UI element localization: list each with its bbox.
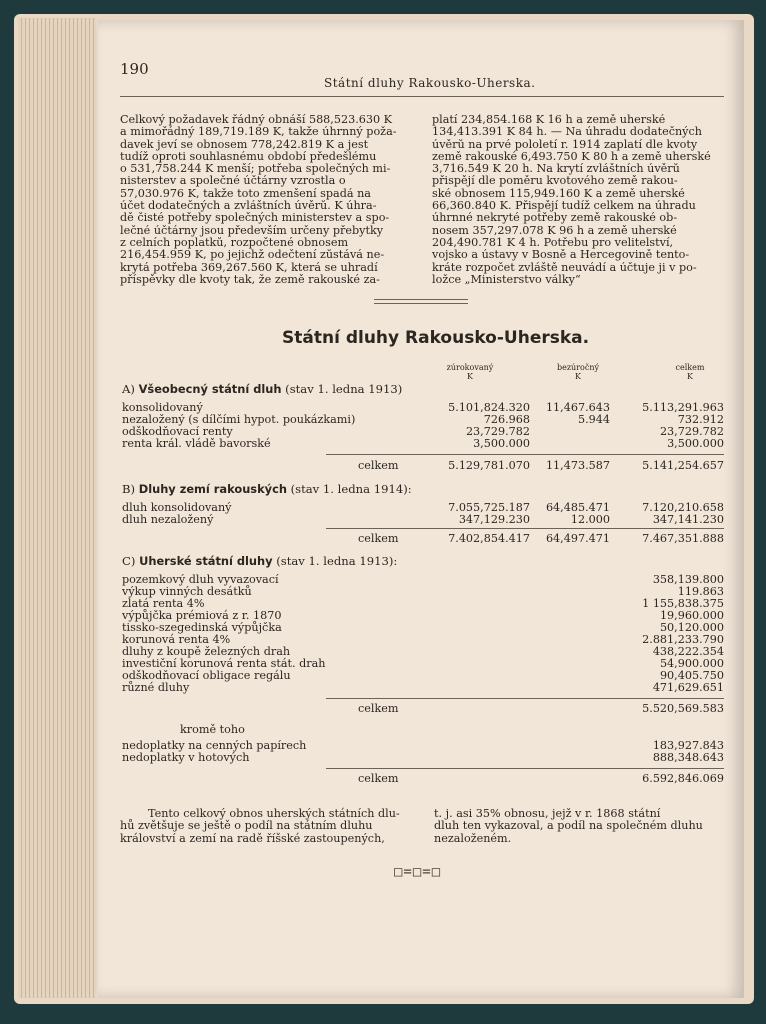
text-line: dě čisté potřeby společných ministerstev a spo- xyxy=(120,212,390,225)
value-total: 183,927.843 xyxy=(652,739,724,752)
table-row xyxy=(122,437,726,449)
table-row xyxy=(122,513,726,525)
book-page xyxy=(98,20,744,998)
sum-rule xyxy=(326,698,724,699)
row-label: různé dluhy xyxy=(122,681,190,694)
sum-rule xyxy=(326,454,724,455)
text-line: 134,413.391 K 84 h. — Na úhradu dodatečných xyxy=(432,126,702,139)
row-label: renta král. vládě bavorské xyxy=(122,437,271,450)
column-header-label: zúrokovaný xyxy=(446,363,494,372)
value-interest-free: 12.000 xyxy=(570,513,610,526)
row-label: dluh konsolidovaný xyxy=(122,501,232,514)
row-label: výkup vinných desátků xyxy=(122,585,252,598)
total-value: 7.467,351.888 xyxy=(642,532,724,545)
section-title: Uherské státní dluhy xyxy=(139,554,273,568)
row-label: pozemkový dluh vyvazovací xyxy=(122,573,279,586)
section-title: Dluhy zemí rakouských xyxy=(138,482,287,496)
text-line: země rakouské 6,493.750 K 80 h a země uherské xyxy=(432,150,711,163)
text-line: krytá potřeba 369,267.560 K, která se uhradí xyxy=(120,261,378,274)
table-row xyxy=(122,645,726,657)
text-line: a mimořádný 189,719.189 K, takže úhrnný poža- xyxy=(120,126,397,139)
sum-rule xyxy=(326,768,724,769)
page-number: 190 xyxy=(120,60,149,78)
besides-label: kromě toho xyxy=(180,723,245,736)
row-label: nedoplatky na cenných papírech xyxy=(122,739,307,752)
text-line: 66,360.840 K. Přispějí tudíž celkem na úhradu xyxy=(432,200,696,213)
total-interest-free: 64,497.471 xyxy=(545,532,610,545)
text-line: Celkový požadavek řádný obnáší 588,523.630 K xyxy=(120,114,393,126)
total-row xyxy=(122,532,726,544)
text-line: 3,716.549 K 20 h. Na krytí zvláštních úvěrů xyxy=(432,163,680,176)
text-line: 57,030.976 K, takže toto zmenšení spadá na xyxy=(120,187,371,200)
table-row xyxy=(122,597,726,609)
text-line: úhrnné nekryté potřeby země rakouské ob- xyxy=(432,212,678,225)
total-interest: 5.129,781.070 xyxy=(448,459,530,472)
total-interest-free: 11,473.587 xyxy=(545,459,610,472)
text-line: platí 234,854.168 K 16 h a země uherské xyxy=(432,114,666,126)
row-label: dluhy z koupě železných drah xyxy=(122,645,291,658)
value-interest: 7.055,725.187 xyxy=(448,501,530,514)
text-line: nisterstev a společné účtárny vzrostla o xyxy=(120,175,346,188)
value-interest: 23,729.782 xyxy=(465,425,530,438)
total-interest: 7.402,854.417 xyxy=(448,532,530,545)
section-prefix: A) xyxy=(122,382,135,396)
value-total: 471,629.651 xyxy=(652,681,724,694)
text-line: o 531,758.244 K menší; potřeba společných mi- xyxy=(120,163,391,176)
text-line: účet dodatečných a zvláštních úvěrů. K úhra- xyxy=(120,200,377,213)
text-line: 216,454.959 K, po jejichž odečtení zůstává ne- xyxy=(120,249,385,262)
text-line: lečné účtárny jsou především určeny přebytky xyxy=(120,224,384,237)
text-line: Tento celkový obnos uherských státních dlu- xyxy=(148,807,400,820)
total-label: celkem xyxy=(358,772,399,785)
value-total: 347,141.230 xyxy=(652,513,724,526)
text-line: tudíž oproti souhlasnému období předešlému xyxy=(120,150,377,163)
text-line: přispějí dle poměru kvotového země rakou- xyxy=(432,175,678,188)
row-label: nezaložený (s dílčími hypot. poukázkami) xyxy=(122,413,356,426)
column-header-interest xyxy=(430,363,510,381)
text-line: království a zemí na radě říšské zastoupených, xyxy=(120,831,385,845)
total-label: celkem xyxy=(358,459,399,472)
total-row xyxy=(122,702,726,714)
text-line: hů zvětšuje se ještě o podíl na státním dluhu xyxy=(120,819,373,833)
column-header-unit: K xyxy=(467,372,473,381)
intro-right-column xyxy=(432,114,728,286)
value-total: 438,222.354 xyxy=(652,645,724,658)
row-label: zlatá renta 4% xyxy=(122,597,205,610)
text-line: ložce „Ministerstvo války“ xyxy=(432,273,581,286)
table-row xyxy=(122,425,726,437)
total-value: 5.141,254.657 xyxy=(642,459,724,472)
section-note: (stav 1. ledna 1914): xyxy=(290,482,412,496)
value-interest-free: 5.944 xyxy=(577,413,610,426)
text-line: z celních poplatků, rozpočtené obnosem xyxy=(120,236,349,249)
value-interest: 5.101,824.320 xyxy=(448,401,530,414)
table-row xyxy=(122,413,726,425)
table-row xyxy=(122,621,726,633)
row-label: výpůjčka prémiová z r. 1870 xyxy=(122,609,282,622)
value-interest: 726.968 xyxy=(483,413,530,426)
end-ornament: □=□=□ xyxy=(394,864,442,880)
row-label: konsolidovaný xyxy=(122,401,203,414)
table-row xyxy=(122,669,726,681)
section-note: (stav 1. ledna 1913): xyxy=(276,554,398,568)
closing-right-column xyxy=(434,808,726,845)
value-total: 3,500.000 xyxy=(667,437,724,450)
value-total: 1 155,838.375 xyxy=(642,597,724,610)
value-total: 119.863 xyxy=(677,585,724,598)
value-total: 23,729.782 xyxy=(659,425,724,438)
section-b-heading xyxy=(122,482,412,496)
value-total: 7.120,210.658 xyxy=(642,501,724,514)
table-row xyxy=(122,585,726,597)
table-row xyxy=(122,609,726,621)
table-row xyxy=(122,401,726,413)
text-line: davek jeví se obnosem 778,242.819 K a jest xyxy=(120,138,369,151)
table-row xyxy=(122,751,726,763)
text-line: vojsko a ústavy v Bosně a Hercegovině tento- xyxy=(432,249,690,262)
section-a-heading xyxy=(122,382,402,396)
total-label: celkem xyxy=(358,532,399,545)
page-stack xyxy=(18,18,96,998)
row-label: dluh nezaložený xyxy=(122,513,214,526)
column-header-unit: K xyxy=(687,372,693,381)
section-note: (stav 1. ledna 1913) xyxy=(285,382,403,396)
table-row xyxy=(122,633,726,645)
table-row xyxy=(122,501,726,513)
section-divider xyxy=(374,299,468,304)
section-prefix: C) xyxy=(122,554,136,568)
section-c-heading xyxy=(122,554,397,568)
table-row xyxy=(122,739,726,751)
row-label: nedoplatky v hotových xyxy=(122,751,250,764)
text-line: ské obnosem 115,949.160 K a země uherské xyxy=(432,187,685,200)
value-total: 90,405.750 xyxy=(659,669,724,682)
text-line: nosem 357,297.078 K 96 h a země uherské xyxy=(432,224,677,237)
table-title: Státní dluhy Rakousko-Uherska. xyxy=(282,328,590,348)
value-interest-free: 11,467.643 xyxy=(545,401,610,414)
text-line: nezaloženém. xyxy=(434,831,512,845)
value-total: 732.912 xyxy=(677,413,724,426)
text-line: t. j. asi 35% obnosu, jejž v r. 1868 státní xyxy=(434,807,661,820)
value-total: 358,139.800 xyxy=(652,573,724,586)
table-row xyxy=(122,681,726,693)
row-label: odškodňovací obligace regálu xyxy=(122,669,291,682)
column-header-interest-free xyxy=(538,363,618,381)
row-label: odškodňovací renty xyxy=(122,425,233,438)
closing-left-column xyxy=(120,808,412,845)
text-line: 204,490.781 K 4 h. Potřebu pro velitelství, xyxy=(432,236,674,249)
text-line: úvěrů na prvé pololetí r. 1914 zaplatí dle kvoty xyxy=(432,138,698,151)
text-line: kráte rozpočet zvláště neuvádí a účtuje ji v po- xyxy=(432,261,697,274)
table-row xyxy=(122,657,726,669)
value-total: 5.113,291.963 xyxy=(642,401,724,414)
row-label: korunová renta 4% xyxy=(122,633,231,646)
text-line: dluh ten vykazoval, a podíl na společném dluhu xyxy=(434,819,703,833)
table-row xyxy=(122,573,726,585)
sum-rule xyxy=(326,528,724,529)
value-total: 19,960.000 xyxy=(659,609,724,622)
value-total: 54,900.000 xyxy=(659,657,724,670)
grand-total-value: 6.592,846.069 xyxy=(642,772,724,785)
row-label: tissko-szegedinská výpůjčka xyxy=(122,621,282,634)
column-header-total xyxy=(650,363,730,381)
total-label: celkem xyxy=(358,702,399,715)
column-header-label: celkem xyxy=(675,363,705,372)
row-label: investiční korunová renta stát. drah xyxy=(122,657,326,670)
value-interest-free: 64,485.471 xyxy=(545,501,610,514)
grand-total-row xyxy=(122,772,726,784)
total-row xyxy=(122,459,726,471)
value-total: 50,120.000 xyxy=(659,621,724,634)
header-rule xyxy=(120,96,724,97)
text-line: příspěvky dle kvoty tak, že země rakouské za- xyxy=(120,273,380,286)
total-value: 5.520,569.583 xyxy=(642,702,724,715)
column-header-label: bezúročný xyxy=(556,363,599,372)
section-prefix: B) xyxy=(122,482,136,496)
value-interest: 347,129.230 xyxy=(458,513,530,526)
running-title: Státní dluhy Rakousko-Uherska. xyxy=(324,76,536,90)
value-total: 888,348.643 xyxy=(652,751,724,764)
column-header-unit: K xyxy=(575,372,581,381)
value-interest: 3,500.000 xyxy=(473,437,530,450)
intro-left-column xyxy=(120,114,416,286)
section-title: Všeobecný státní dluh xyxy=(138,382,282,396)
value-total: 2.881,233.790 xyxy=(642,633,724,646)
